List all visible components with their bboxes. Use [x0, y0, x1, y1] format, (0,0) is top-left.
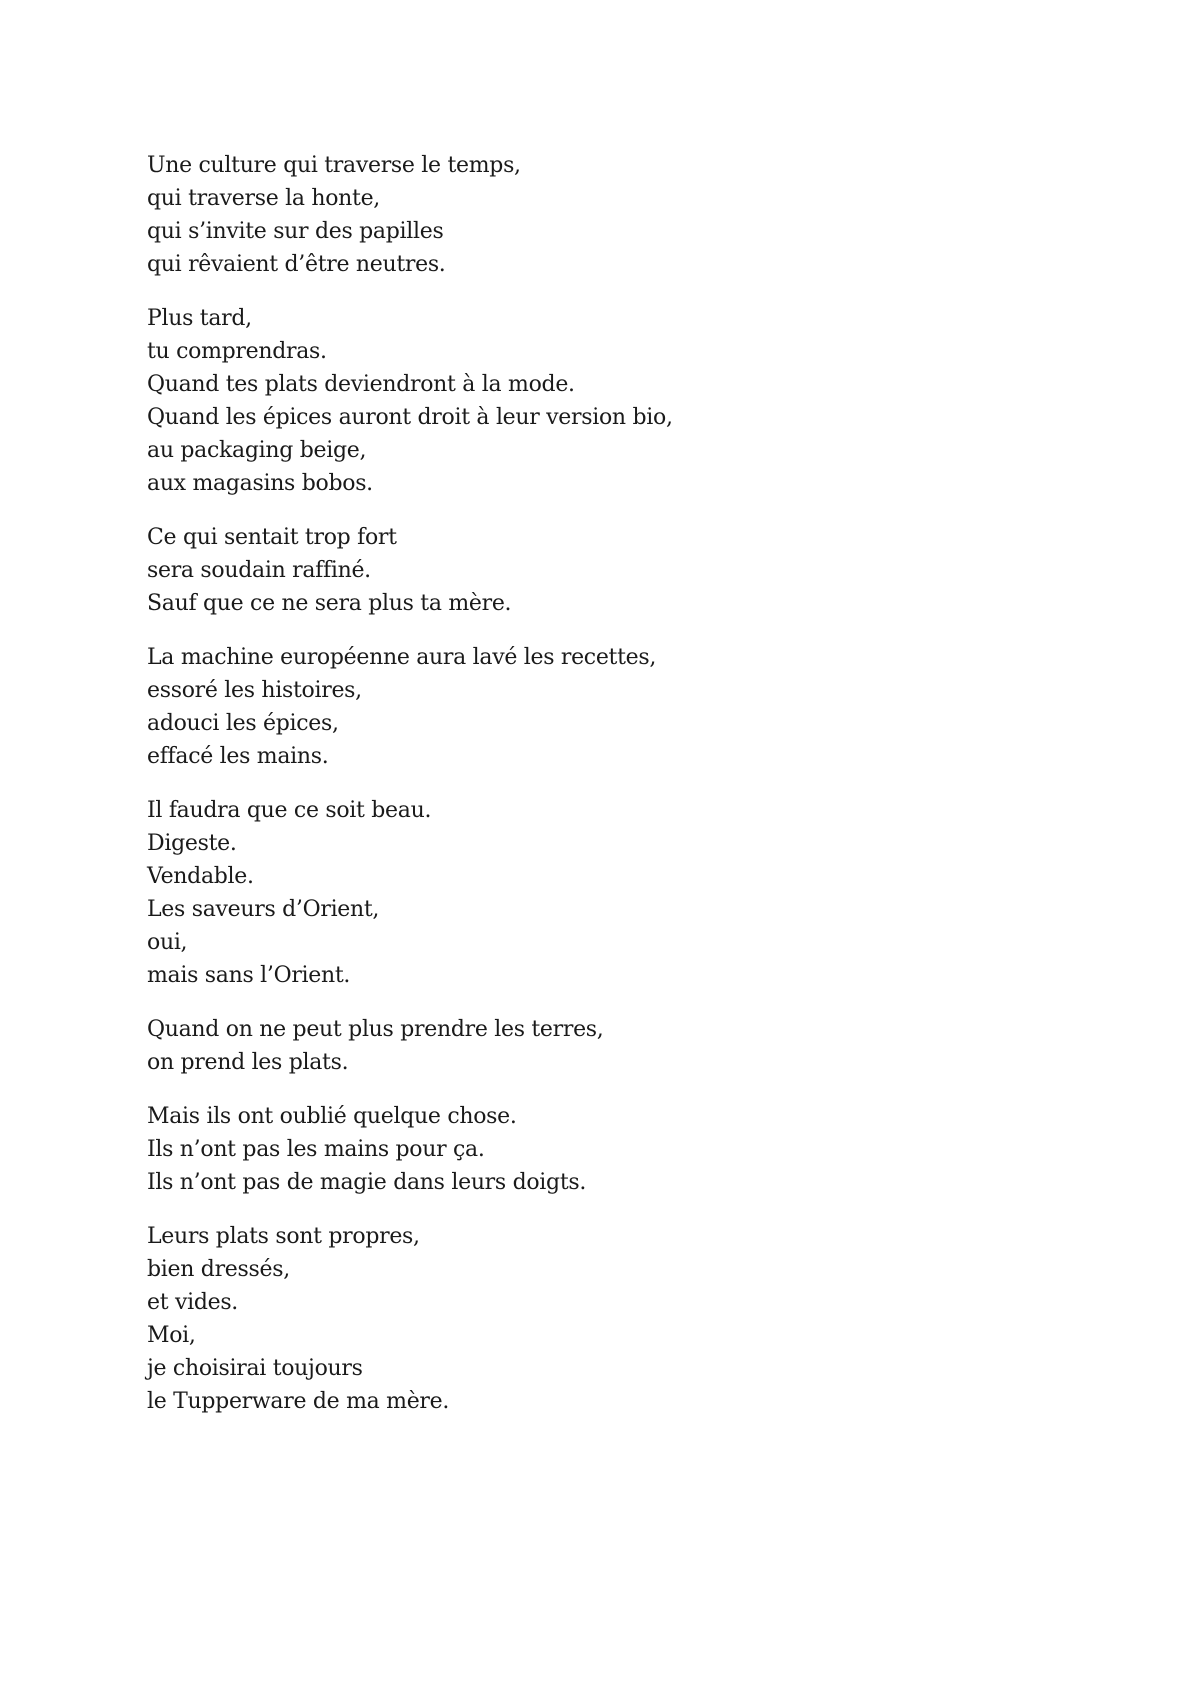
poem-line: Ils n’ont pas les mains pour ça. — [147, 1137, 485, 1162]
poem-line: je choisirai toujours — [147, 1356, 363, 1381]
poem-line: Sauf que ce ne sera plus ta mère. — [147, 591, 512, 616]
poem-line: effacé les mains. — [147, 744, 329, 769]
poem-line: bien dressés, — [147, 1257, 290, 1282]
poem-line: Une culture qui traverse le temps, — [147, 153, 521, 178]
poem-line: on prend les plats. — [147, 1050, 349, 1075]
poem-stanza — [147, 794, 1047, 992]
poem-line: Quand les épices auront droit à leur version bio, — [147, 405, 673, 430]
poem-line: Leurs plats sont propres, — [147, 1224, 420, 1249]
poem-line: Quand tes plats deviendront à la mode. — [147, 372, 575, 397]
poem-line: Il faudra que ce soit beau. — [147, 798, 432, 823]
poem-line: adouci les épices, — [147, 711, 339, 736]
poem-line: essoré les histoires, — [147, 678, 362, 703]
poem-line: qui rêvaient d’être neutres. — [147, 252, 446, 277]
poem-stanza — [147, 641, 1047, 773]
poem-line: Plus tard, — [147, 306, 252, 331]
poem-line: et vides. — [147, 1290, 239, 1315]
poem-stanza — [147, 149, 1047, 281]
poem-line: Quand on ne peut plus prendre les terres, — [147, 1017, 604, 1042]
poem-line: oui, — [147, 930, 188, 955]
poem-line: Mais ils ont oublié quelque chose. — [147, 1104, 517, 1129]
poem-stanza — [147, 1220, 1047, 1418]
poem-stanza — [147, 1013, 1047, 1079]
poem-line: La machine européenne aura lavé les recettes, — [147, 645, 657, 670]
poem-stanza — [147, 521, 1047, 620]
poem-line: Ils n’ont pas de magie dans leurs doigts. — [147, 1170, 587, 1195]
poem-line: sera soudain raffiné. — [147, 558, 371, 583]
poem-line: Vendable. — [147, 864, 254, 889]
poem-line: qui s’invite sur des papilles — [147, 219, 444, 244]
poem-line: au packaging beige, — [147, 438, 367, 463]
poem-line: Ce qui sentait trop fort — [147, 525, 397, 550]
poem-line: Digeste. — [147, 831, 237, 856]
poem-stanza — [147, 1100, 1047, 1199]
poem-line: mais sans l’Orient. — [147, 963, 351, 988]
poem-line: qui traverse la honte, — [147, 186, 381, 211]
poem-line: le Tupperware de ma mère. — [147, 1389, 450, 1414]
poem-line: tu comprendras. — [147, 339, 327, 364]
poem-line: aux magasins bobos. — [147, 471, 373, 496]
poem-body — [147, 149, 1047, 1439]
poem-line: Moi, — [147, 1323, 196, 1348]
poem-line: Les saveurs d’Orient, — [147, 897, 380, 922]
poem-stanza — [147, 302, 1047, 500]
